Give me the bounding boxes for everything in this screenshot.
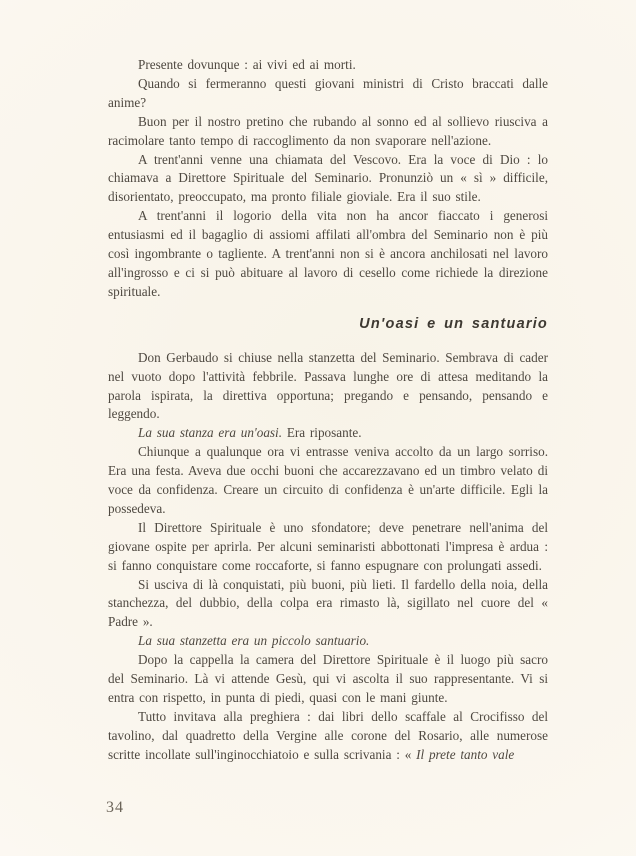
paragraph-11: La sua stanzetta era un piccolo santuario. [138,633,370,649]
paragraph-3: Buon per il nostro pretino che rubando al sonno ed al sollievo riusciva a racimolare tanto tempo di raccoglimento da non svaporare nell'azione. [108,113,548,148]
paragraph-6: Don Gerbaudo si chiuse nella stanzetta del Seminario. Sembrava di cader nel vuoto dopo l'attività febbrile. Passava lunghe ore di attesa meditando la parola ispirata, la direttiva opportuna; pregando e pensando, pensando e leggendo. [108,349,548,422]
paragraph-7-italic-lead: La sua stanza era un'oasi. [138,425,283,441]
paragraph-8: Chiunque a qualunque ora vi entrasse veniva accolto da un largo sorriso. Era una festa. Aveva due occhi buoni che accarezzavano ed un timbro velato di voce da confidenza. Creare un circuito di confidenza è un'arte difficile. Egli la possedeva. [108,444,548,516]
paragraph-12: Dopo la cappella la camera del Direttore Spirituale è il luogo più sacro del Seminario. Là vi attende Gesù, qui vi ascolta il suo rappresentante. Vi si entra con rispetto, in punta di piedi, quasi con le mani giunte. [108,652,548,705]
section-heading: Un'oasi e un santuario [359,315,548,332]
paragraph-10: Si usciva di là conquistati, più buoni, più lieti. Il fardello della noia, della stanchezza, del dubbio, della colpa era rimasto là, sigillato nel cuore del « Padre ». [108,576,548,630]
paragraph-2: Quando si fermeranno questi giovani ministri di Cristo braccati dalle anime? [108,75,548,110]
paragraph-5: A trent'anni il logorio della vita non ha ancor fiaccato i generosi entusiasmi ed il bagaglio di assiomi affilati all'ombra del Seminario non è più così ingombrante o tagliente. A trent'anni non si è ancora anchilosati nel lavoro all'ingrosso e ci si può abituare al lavoro di cesello come richiede la direzione spirituale. [108,208,548,299]
page-number: 34 [106,799,124,816]
paragraph-13-lead: Tutto invitava alla preghiera : dai libri dello scaffale al Crocifisso del tavolino, dal quadretto della Vergine alle corone del Rosario, alle numerose scritte incollate sull'inginocchiatoio e sulla scrivania : « [108,708,548,762]
text-column [108,56,548,765]
paragraph-7 [108,424,548,443]
paragraph-13 [108,708,548,765]
paragraph-9: Il Direttore Spirituale è uno sfondatore; deve penetrare nell'anima del giovane ospite per aprirla. Per alcuni seminaristi abbottonati l'impresa è ardua : si fanno conquistare come roccaforte, si fanno espugnare con prolungati assedi. [108,519,548,573]
paragraph-13-italic-quote: Il prete tanto vale [416,746,515,762]
paragraph-7-rest: Era riposante. [286,425,362,441]
paragraph-4: A trent'anni venne una chiamata del Vescovo. Era la voce di Dio : lo chiamava a Direttore Spirituale del Seminario. Pronunziò un « sì » difficile, disorientato, preoccupato, ma pronto filiale gioviale. Era il suo stile. [108,151,548,205]
paragraph-1: Presente dovunque : ai vivi ed ai morti. [138,57,356,72]
